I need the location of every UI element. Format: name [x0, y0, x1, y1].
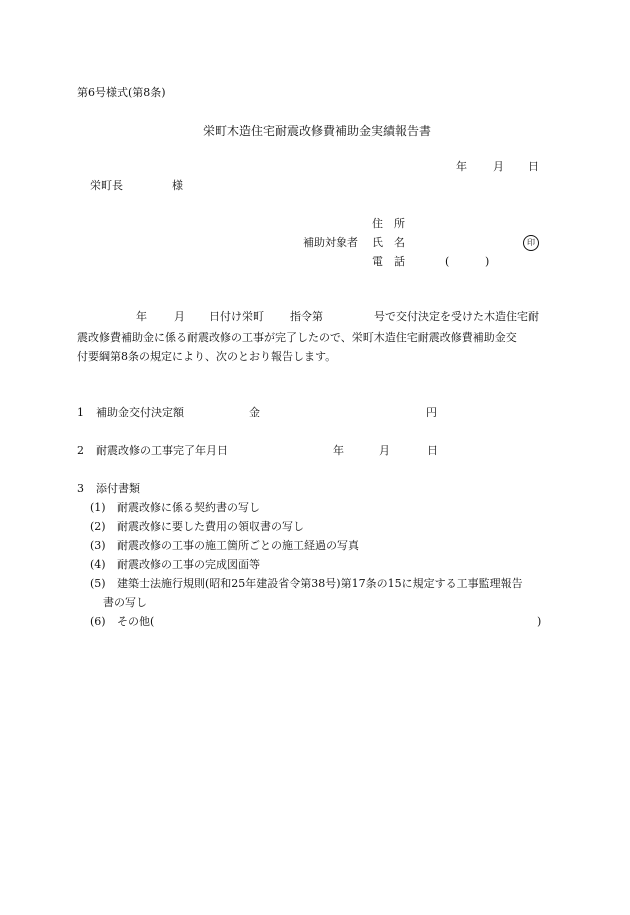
date-year-label: 年	[456, 160, 467, 173]
amount-prefix: 金	[249, 406, 260, 419]
completion-day: 日	[427, 444, 438, 457]
attachment-number: (4)	[90, 558, 106, 571]
name-label: 氏 名	[372, 236, 405, 249]
attachment-number: (6)	[90, 615, 106, 628]
date-month-label: 月	[493, 160, 504, 173]
completion-year: 年	[333, 444, 344, 457]
item-number: 3	[77, 482, 84, 495]
attachment-number: (2)	[90, 520, 106, 533]
attachment-number: (1)	[90, 501, 106, 514]
addressee-honorific: 様	[172, 179, 183, 192]
item-label: 添付書類	[96, 482, 140, 495]
body-line-3: 付要綱第8条の規定により、次のとおり報告します。	[77, 350, 337, 363]
addressee-name: 栄町長	[90, 179, 123, 192]
seal-mark: 印	[523, 235, 539, 251]
body-year: 年	[136, 310, 147, 323]
item-label: 耐震改修の工事完了年月日	[96, 444, 228, 457]
attachment-text: 耐震改修に係る契約書の写し	[117, 501, 260, 514]
phone-paren-close: )	[485, 255, 490, 268]
body-month: 月	[174, 310, 185, 323]
attachment-text: 建築士法施行規則(昭和25年建設省令第38号)第17条の15に規定する工事監理報告	[117, 577, 523, 590]
phone-paren-open: (	[445, 255, 450, 268]
attachment-text: 耐震改修の工事の施工箇所ごとの施工経過の写真	[117, 539, 359, 552]
address-label: 住 所	[372, 217, 405, 230]
item-number: 1	[77, 406, 84, 419]
attachment-text-continuation: 書の写し	[103, 596, 147, 609]
body-number-suffix: 号で交付決定を受けた木造住宅耐	[374, 310, 539, 323]
form-number: 第6号様式(第8条)	[77, 86, 166, 99]
body-line-2: 震改修費補助金に係る耐震改修の工事が完了したので、栄町木造住宅耐震改修費補助金交	[77, 331, 517, 344]
attachment-number: (3)	[90, 539, 106, 552]
phone-label: 電 話	[372, 255, 405, 268]
date-day-label: 日	[528, 160, 539, 173]
attachment-text: 耐震改修の工事の完成図面等	[117, 558, 260, 571]
attachment-text: 耐震改修に要した費用の領収書の写し	[117, 520, 304, 533]
body-directive: 指令第	[290, 310, 323, 323]
item-label: 補助金交付決定額	[96, 406, 184, 419]
attachment-number: (5)	[90, 577, 106, 590]
document-title: 栄町木造住宅耐震改修費補助金実績報告書	[203, 124, 432, 138]
attachment-text: その他(	[117, 615, 155, 628]
completion-month: 月	[379, 444, 390, 457]
body-date-prefix: 日付け栄町	[209, 310, 264, 323]
attachment-paren-close: )	[537, 615, 542, 628]
applicant-label: 補助対象者	[303, 236, 358, 249]
amount-suffix: 円	[426, 406, 437, 419]
item-number: 2	[77, 444, 84, 457]
